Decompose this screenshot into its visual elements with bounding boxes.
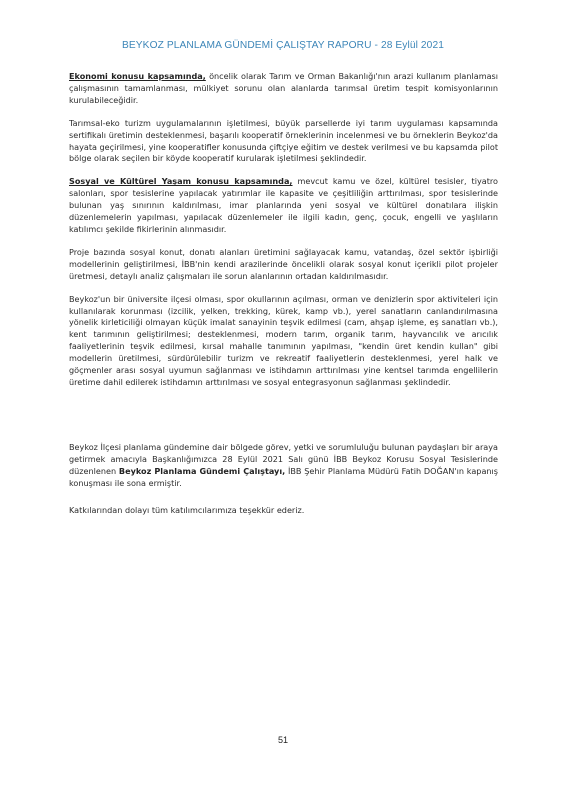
paragraph-text: Proje bazında sosyal konut, donatı alanları üretimini sağlayacak kamu, vatandaş, özel sektör işbirliği modellerinin geliştirilmesi, İBB'nin kendi arazilerinde öncelikli olarak sosyal konut içerikli pilot projeler üretmesi, detaylı analiz çalışmaları ile sorun alanlarının ortadan kaldırılmasıdır. [69,246,498,281]
paragraph-university-district [69,294,498,389]
paragraph-closing [69,442,498,490]
paragraph-text: Tarımsal-eko turizm uygulamalarının işletilmesi, büyük parsellerde iyi tarım uygulaması kapsamında sertifikalı üretimin desteklenmesi, başarılı kooperatif örneklerinin incelenmesi ve bu örneklerin Beykoz'da hayata geçirilmesi, yine kooperatifler konusunda çiftçiye eğitim ve destek verilmesi ve bu kapsamda pilot bölge olarak seçilen bir köyde kooperatif kurularak işletilmesi şeklindedir. [69,117,499,164]
section-lead-social: Sosyal ve Kültürel Yaşam konusu kapsamında, [69,176,293,187]
paragraph-text: Beykoz'un bir üniversite ilçesi olması, spor okullarının açılması, orman ve denizlerin spor aktiviteleri için kullanılarak korunması (izcilik, yelken, trekking, kürek, kamp vb.), yerel sanatların canlandırılmasına yönelik kirleticiliği olmayan küçük imalat sanayinin teşvik edilmesi (cam, ahşap işleme, eş sanatları vb.), kent tarımının geliştirilmesi; desteklenmesi, modern tarım, organik tarım, hayvancılık ve arıcılık faaliyetlerinin teşvik edilmesi, kırsal mahalle tanımının yapılması, "kendin üret kendin kullan" gibi modellerin üretilmesi, sürdürülebilir turizm ve rekreatif faaliyetlerin desteklenmesi, yerel halk ve göçmenler arası sosyal uyumun sağlanması ve istihdamın arttırılması yine kentsel tarımda engellilerin üretime dahil edilerek istihdamın arttırılması ve sosyal entegrasyonun sağlanması şeklindedir. [69,293,498,387]
workshop-name: Beykoz Planlama Gündemi Çalıştayı, [118,465,286,476]
paragraph-agri-tourism [69,118,498,166]
paragraph-economy [69,71,498,107]
paragraph-social-housing [69,247,498,283]
closing-text-2: İBB Şehir Planlama Müdürü Fatih DOĞAN'ın kapanış konuşması ile sona ermiştir. [69,465,498,488]
paragraph-text: öncelik olarak Tarım ve Orman Bakanlığı'nın arazi kullanım planlaması çalışmasının tamamlanması, mülkiyet sorunu olan alanlarda tarımsal üretim tespit komisyonlarının kurulabileceğidir. [69,71,498,105]
closing-text-1: Beykoz İlçesi planlama gündemine dair bölgede görev, yetki ve sorumluluğu bulunan paydaşları bir araya getirmek amacıyla Başkanlığımızca 28 Eylül 2021 Salı günü İBB Beykoz Korusu Sosyal Tesislerinde düzenlenen [69,441,498,476]
paragraph-text: mevcut kamu ve özel, kültürel tesisler, tiyatro salonları, spor tesislerine yapılacak yatırımlar ile kapasite ve çeşitliliğin arttırılması, spor tesislerinde bulunan yaş sınırının kaldırılması, imar planlarında yeni sosyal ve kültürel donatılara ilişkin düzenlemelerin yapılması, yapılacak düzenlemeler ile ilgili kadın, genç, çocuk, engelli ve yaşlıların katılımcı şekilde fikirlerinin alınmasıdır. [69,176,498,234]
spacer [69,400,498,442]
running-header: BEYKOZ PLANLAMA GÜNDEMİ ÇALIŞTAY RAPORU - 28 Eylül 2021 [122,40,444,51]
report-body [69,71,498,528]
paragraph-thanks: Katkılarından dolayı tüm katılımcılarımıza teşekkür ederiz. [69,505,305,516]
section-lead-economy: Ekonomi konusu kapsamında, [69,71,206,81]
paragraph-social-cultural [69,176,498,236]
page-number: 51 [277,735,288,745]
